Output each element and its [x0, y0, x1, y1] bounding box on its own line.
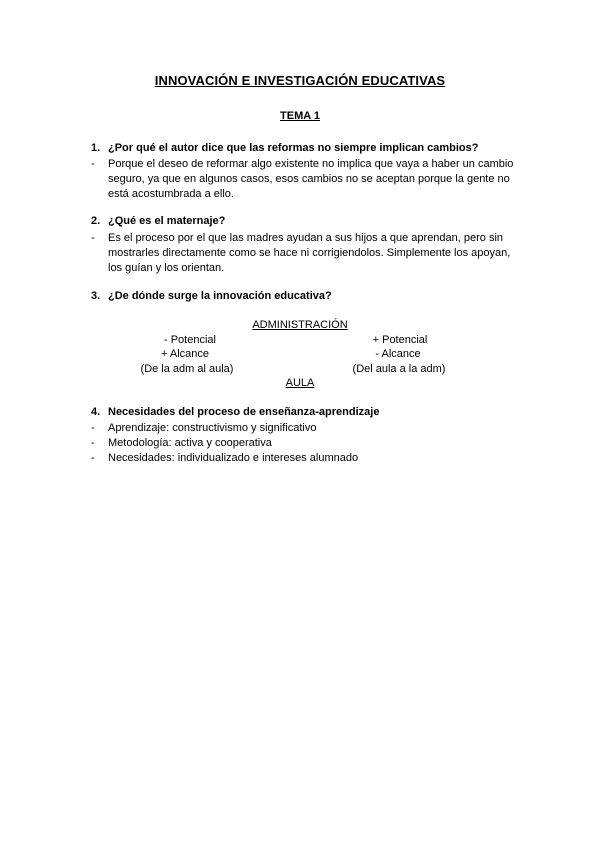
question-text: Necesidades del proceso de enseñanza-aprendizaje [108, 406, 380, 418]
list-item [91, 451, 521, 466]
diagram-right-line-3: (Del aula a la adm) [352, 363, 446, 375]
document-title: INNOVACIÓN E INVESTIGACIÓN EDUCATIVAS [154, 73, 446, 88]
question-4 [91, 406, 379, 418]
question-number: 4. [91, 406, 101, 418]
question-2 [91, 215, 225, 227]
diagram-left-line-2: + Alcance [160, 348, 209, 360]
bullet-dash: - [91, 452, 95, 464]
bullet-dash: - [91, 232, 95, 244]
answer-text: Porque el deseo de reformar algo existente no implica que vaya a haber un cambio seguro, ya que en algunos casos, esos cambios no se aceptan porque la gente no está acostumbrada a ello. [108, 158, 514, 200]
diagram-left-line-1: - Potencial [164, 334, 216, 346]
document-subtitle: TEMA 1 [280, 110, 320, 122]
diagram-left-line-3: (De la adm al aula) [140, 363, 234, 375]
list-item [91, 421, 521, 436]
question-number: 1. [91, 142, 101, 154]
bullet-dash: - [91, 437, 95, 449]
answer-1 [91, 157, 521, 202]
diagram-right-line-2: - Alcance [375, 348, 421, 360]
diagram-top-label: ADMINISTRACIÓN [252, 319, 348, 331]
list-item [91, 436, 521, 451]
question-number: 2. [91, 215, 101, 227]
bullet-dash: - [91, 158, 95, 170]
answer-text: Es el proceso por el que las madres ayudan a sus hijos a que aprendan, pero sin mostrarles directamente como se hace ni corrigiendolos. Simplemente los apoyan, los guían y los orientan. [108, 232, 511, 274]
question-3 [91, 290, 332, 302]
question-text: ¿De dónde surge la innovación educativa? [108, 290, 332, 302]
question-number: 3. [91, 290, 101, 302]
bullet-dash: - [91, 422, 95, 434]
list-item-text: Metodología: activa y cooperativa [108, 437, 272, 449]
diagram-right-line-1: + Potencial [372, 334, 428, 346]
list-item-text: Aprendizaje: constructivismo y significativo [108, 422, 317, 434]
answer-2 [91, 231, 521, 276]
list-item-text: Necesidades: individualizado e intereses alumnado [108, 452, 359, 464]
question-1 [91, 142, 478, 154]
diagram-bottom-label: AULA [285, 377, 315, 389]
question-text: ¿Qué es el maternaje? [108, 215, 226, 227]
question-text: ¿Por qué el autor dice que las reformas no siempre implican cambios? [108, 142, 479, 154]
